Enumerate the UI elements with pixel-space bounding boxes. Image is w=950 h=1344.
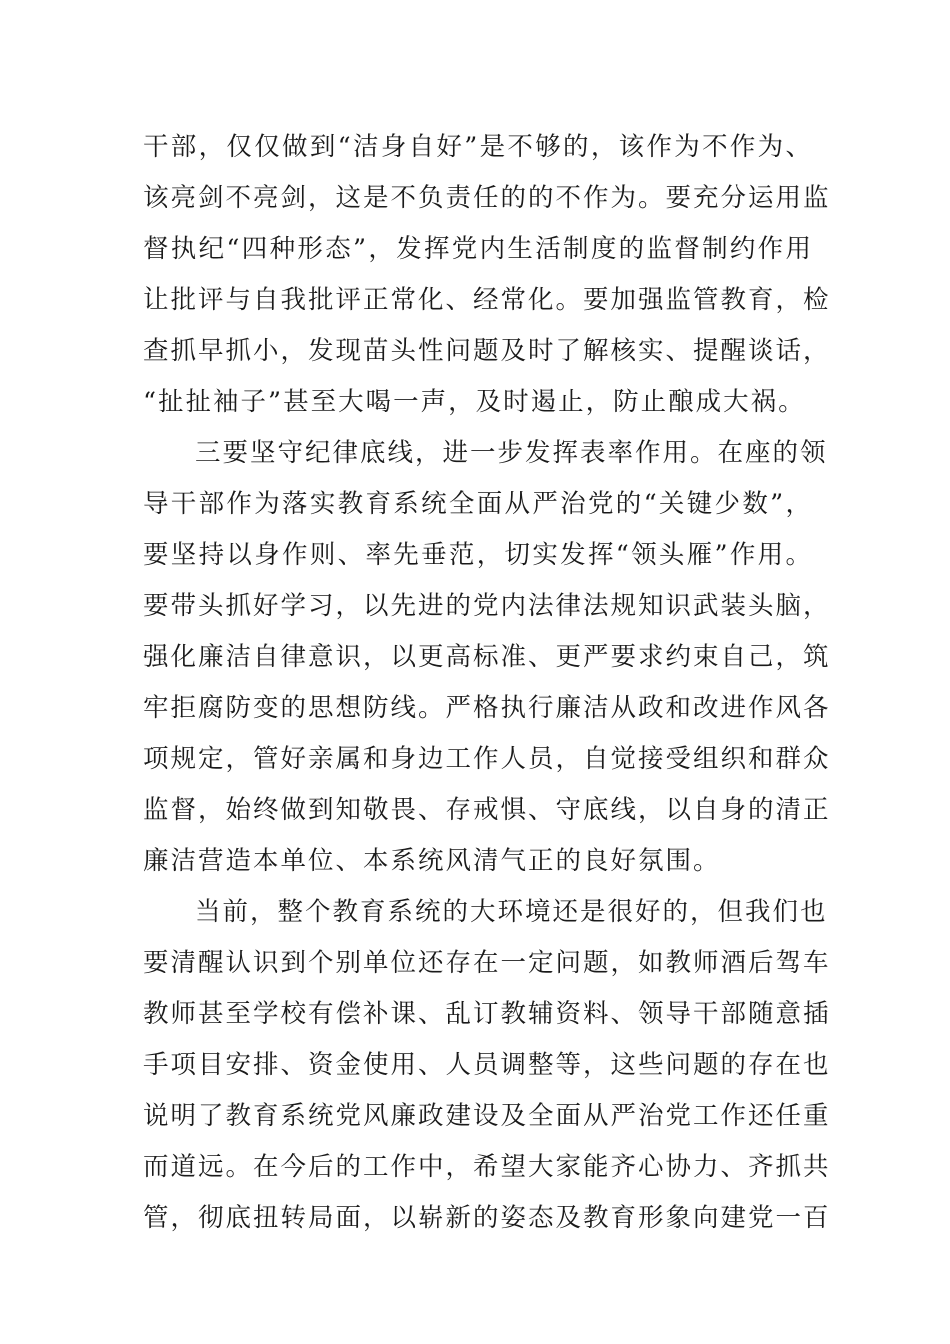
text-line: 要清醒认识到个别单位还存在一定问题，如教师酒后驾车 <box>143 948 831 978</box>
text-line: 而道远。在今后的工作中，希望大家能齐心协力、齐抓共 <box>143 1152 831 1182</box>
text-line: 该亮剑不亮剑，这是不负责任的的不作为。要充分运用监 <box>143 183 831 213</box>
text-line: 管，彻底扭转局面，以崭新的姿态及教育形象向建党一百 <box>143 1203 831 1233</box>
text-line: 监督，始终做到知敬畏、存戒惧、守底线，以自身的清正 <box>143 795 831 825</box>
text-line: 查抓早抓小，发现苗头性问题及时了解核实、提醒谈话， <box>143 336 831 366</box>
text-line: 要坚持以身作则、率先垂范，切实发挥“领头雁”作用。 <box>143 540 813 570</box>
text-line: 督执纪“四种形态”，发挥党内生活制度的监督制约作用 <box>143 234 813 264</box>
paragraph-first-line: 三要坚守纪律底线，进一步发挥表率作用。在座的领 <box>195 438 828 468</box>
text-line: 让批评与自我批评正常化、经常化。要加强监管教育，检 <box>143 285 831 315</box>
text-line: 牢拒腐防变的思想防线。严格执行廉洁从政和改进作风各 <box>143 693 831 723</box>
text-line: 要带头抓好学习，以先进的党内法律法规知识武装头脑， <box>143 591 831 621</box>
text-line: “扯扯袖子”甚至大喝一声，及时遏止，防止酿成大祸。 <box>143 387 806 417</box>
text-line: 廉洁营造本单位、本系统风清气正的良好氛围。 <box>143 846 721 876</box>
text-line: 导干部作为落实教育系统全面从严治党的“关键少数”， <box>143 489 813 519</box>
paragraph-first-line: 当前，整个教育系统的大环境还是很好的，但我们也 <box>195 897 828 927</box>
text-line: 教师甚至学校有偿补课、乱订教辅资料、领导干部随意插 <box>143 999 831 1029</box>
text-line: 项规定，管好亲属和身边工作人员，自觉接受组织和群众 <box>143 744 831 774</box>
body-text <box>143 122 831 1244</box>
text-line: 手项目安排、资金使用、人员调整等，这些问题的存在也 <box>143 1050 831 1080</box>
text-line: 干部，仅仅做到“洁身自好”是不够的，该作为不作为、 <box>143 132 813 162</box>
text-line: 强化廉洁自律意识，以更高标准、更严要求约束自己，筑 <box>143 642 831 672</box>
text-line: 说明了教育系统党风廉政建设及全面从严治党工作还任重 <box>143 1101 831 1131</box>
